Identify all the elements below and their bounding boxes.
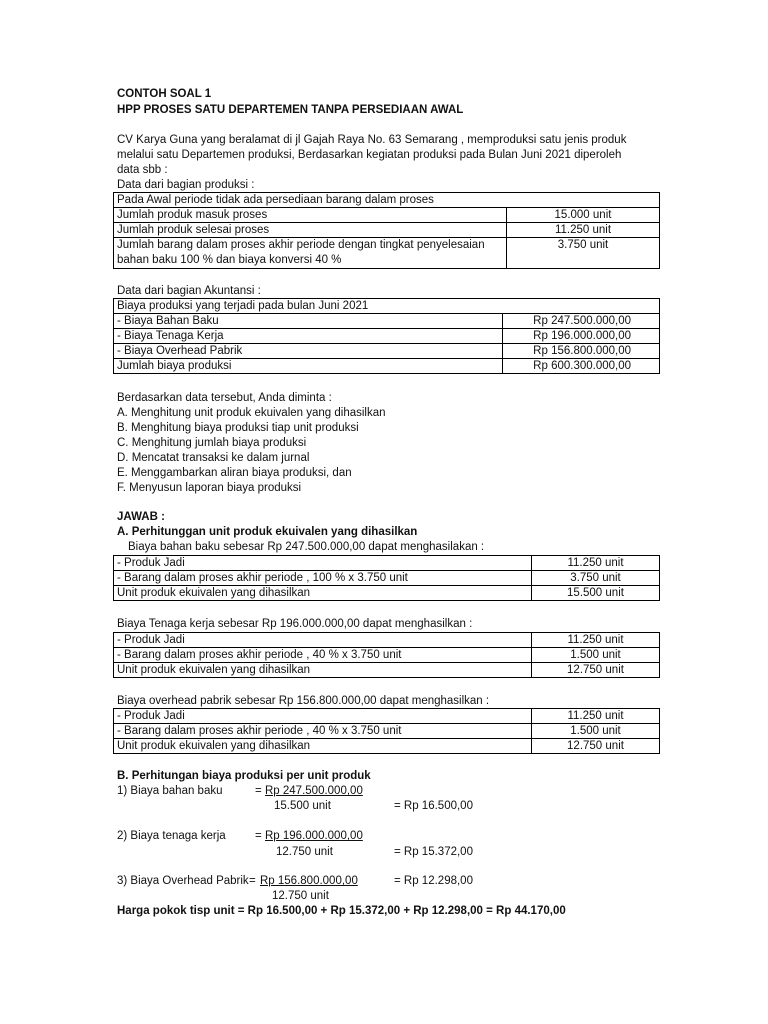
row-value: 1.500 unit [532,724,660,739]
intro-line-2: melalui satu Departemen produksi, Berdasarkan kegiatan produksi pada Bulan Juni 2021 diperoleh [117,149,622,161]
row-label-line-1: Jumlah barang dalam proses akhir periode dengan tingkat penyelesaian [117,239,485,251]
row-label: Jumlah produk masuk proses [114,208,507,223]
row-label: Jumlah produk selesai proses [114,223,507,238]
section-b-heading: B. Perhitungan biaya produksi per unit produk [117,770,371,782]
task-item: D. Mencatat transaksi ke dalam jurnal [117,452,310,464]
table-row [114,299,660,314]
calc-2-label: 2) Biaya tenaga kerja [117,830,226,842]
accounting-data-label: Data dari bagian Akuntansi : [117,285,261,297]
row-value: 3.750 unit [532,571,660,586]
row-label: - Biaya Tenaga Kerja [114,329,503,344]
table-row [114,314,660,329]
row-label: Jumlah biaya produksi [114,359,503,374]
row-value: 11.250 unit [507,223,660,238]
row-label: - Barang dalam proses akhir periode , 100 % x 3.750 unit [114,571,532,586]
calc-3-label: 3) Biaya Overhead Pabrik [117,875,249,887]
table-row [114,193,660,208]
table-row [114,633,660,648]
table-row [114,329,660,344]
task-item: E. Menggambarkan aliran biaya produksi, dan [117,467,352,479]
labor-equivalent-table [113,632,660,678]
row-label-line-2: bahan baku 100 % dan biaya konversi 40 % [117,254,342,266]
table-row [114,709,660,724]
row-value: Rp 196.000.000,00 [503,329,660,344]
row-value: 11.250 unit [532,709,660,724]
row-label: - Biaya Bahan Baku [114,314,503,329]
row-value: 11.250 unit [532,633,660,648]
row-value: 15.500 unit [532,586,660,601]
row-label-multiline [114,238,507,269]
row-label: Unit produk ekuivalen yang dihasilkan [114,739,532,754]
unit-cost-total: Harga pokok tisp unit = Rp 16.500,00 + Rp 15.372,00 + Rp 12.298,00 = Rp 44.170,00 [117,905,566,917]
calc-2-numerator: Rp 196.000.000,00 [265,830,363,842]
calc-3-denominator: 12.750 unit [272,890,329,902]
overhead-caption: Biaya overhead pabrik sebesar Rp 156.800.000,00 dapat menghasilkan : [117,695,490,707]
intro-line-3: data sbb : [117,164,168,176]
production-data-table [113,192,660,269]
table-row [114,739,660,754]
row-label: Unit produk ekuivalen yang dihasilkan [114,586,532,601]
section-a-heading: A. Perhitunggan unit produk ekuivalen yang dihasilkan [117,526,418,538]
table-row [114,556,660,571]
row-value: Rp 247.500.000,00 [503,314,660,329]
row-value: 11.250 unit [532,556,660,571]
row-label: - Barang dalam proses akhir periode , 40 % x 3.750 unit [114,724,532,739]
row-value: 12.750 unit [532,739,660,754]
calc-3-result: = Rp 12.298,00 [394,875,473,887]
overhead-equivalent-table [113,708,660,754]
tasks-intro: Berdasarkan data tersebut, Anda diminta : [117,392,332,404]
table-row [114,238,660,269]
table-header-cell: Pada Awal periode tidak ada persediaan barang dalam proses [114,193,660,208]
intro-line-1: CV Karya Guna yang beralamat di jl Gajah Raya No. 63 Semarang , memproduksi satu jenis produk [117,134,627,146]
table-row [114,724,660,739]
task-item: C. Menghitung jumlah biaya produksi [117,437,307,449]
row-label: - Barang dalam proses akhir periode , 40 % x 3.750 unit [114,648,532,663]
row-label: Unit produk ekuivalen yang dihasilkan [114,663,532,678]
labor-caption: Biaya Tenaga kerja sebesar Rp 196.000.000,00 dapat menghasilkan : [117,618,473,630]
calc-2-equals: = [255,830,262,842]
calc-2-denominator: 12.750 unit [276,846,333,858]
row-value: 15.000 unit [507,208,660,223]
table-row [114,208,660,223]
table-header-cell: Biaya produksi yang terjadi pada bulan Juni 2021 [114,299,660,314]
row-value: Rp 156.800.000,00 [503,344,660,359]
doc-subtitle: HPP PROSES SATU DEPARTEMEN TANPA PERSEDIAAN AWAL [117,104,464,116]
task-item: B. Menghitung biaya produksi tiap unit produksi [117,422,359,434]
table-row [114,586,660,601]
row-label: - Produk Jadi [114,633,532,648]
row-label: - Produk Jadi [114,556,532,571]
row-label: - Produk Jadi [114,709,532,724]
doc-title: CONTOH SOAL 1 [117,88,212,100]
table-row [114,571,660,586]
table-row [114,663,660,678]
row-value: Rp 600.300.000,00 [503,359,660,374]
calc-3-numerator: Rp 156.800.000,00 [260,875,358,887]
table-row [114,648,660,663]
table-row [114,344,660,359]
calc-2-result: = Rp 15.372,00 [394,846,473,858]
calc-3-equals: = [249,875,256,887]
row-label: - Biaya Overhead Pabrik [114,344,503,359]
row-value: 3.750 unit [507,238,660,269]
table-row [114,223,660,238]
calc-1-denominator: 15.500 unit [274,800,331,812]
answer-heading: JAWAB : [117,511,165,523]
table-row [114,359,660,374]
calc-1-equals: = [255,785,262,797]
task-item: F. Menyusun laporan biaya produksi [117,482,302,494]
row-value: 12.750 unit [532,663,660,678]
production-data-label: Data dari bagian produksi : [117,179,255,191]
row-value: 1.500 unit [532,648,660,663]
calc-1-result: = Rp 16.500,00 [394,800,473,812]
calc-1-numerator: Rp 247.500.000,00 [265,785,363,797]
raw-material-equivalent-table [113,555,660,601]
accounting-data-table [113,298,660,374]
raw-material-caption: Biaya bahan baku sebesar Rp 247.500.000,00 dapat menghasilakan : [128,541,485,553]
calc-1-label: 1) Biaya bahan baku [117,785,223,797]
task-item: A. Menghitung unit produk ekuivalen yang dihasilkan [117,407,386,419]
